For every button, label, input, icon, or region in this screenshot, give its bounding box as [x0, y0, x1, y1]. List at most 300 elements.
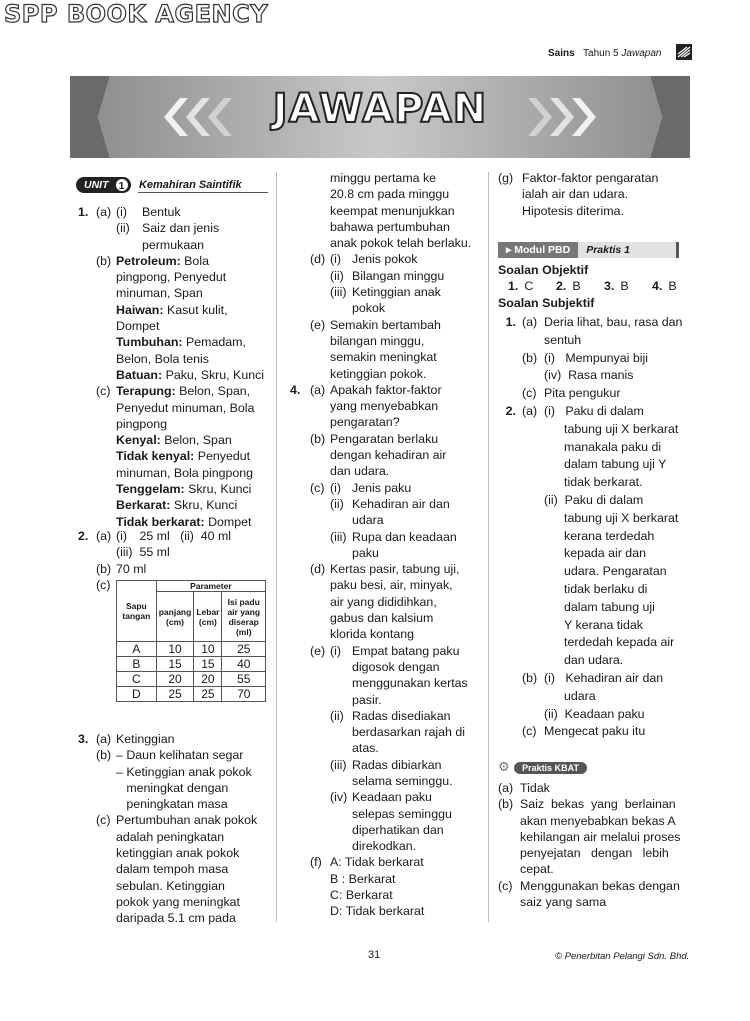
answer-text: dalam tempoh masa	[116, 862, 229, 877]
answer-text: pokok yang meningkat	[116, 894, 240, 909]
answer-line	[78, 204, 264, 220]
table-cell: 10	[194, 642, 222, 657]
answer-text: Faktor-faktor pengaratan	[522, 171, 659, 185]
answer-text: dengan kehadiran air	[330, 448, 447, 463]
header-section: Jawapan	[621, 48, 662, 59]
answer-text: Kertas pasir, tabung uji,	[330, 562, 460, 577]
objective-answer	[498, 278, 546, 294]
answer-line	[290, 692, 471, 708]
answer-line	[290, 838, 471, 854]
answer-text: udara. Pengaratan	[564, 564, 667, 579]
unit-number: 1	[115, 178, 129, 192]
part-label: (b)	[96, 748, 112, 763]
answer-text: pingpong	[116, 416, 167, 431]
answer-text: (ii) Paku di dalam	[544, 492, 644, 507]
subpart-label: (ii)	[116, 221, 130, 236]
q2-ii-value: 40 ml	[200, 529, 232, 543]
answer-line	[290, 170, 471, 186]
answer-line	[290, 447, 471, 463]
answer-text: pengaratan?	[330, 415, 400, 430]
answer-line	[78, 812, 257, 828]
answer-keyword: Tidak berkarat:	[116, 514, 205, 529]
q2-b-value: 70 ml	[116, 561, 147, 576]
answer-line	[78, 351, 264, 367]
answer-text: anak pokok telah berlaku.	[330, 236, 472, 251]
subpart-label: (i)	[330, 480, 342, 495]
header-subject: Sains	[548, 48, 575, 59]
answer-line	[78, 747, 257, 763]
table-row	[117, 642, 266, 657]
answer-line	[290, 300, 471, 316]
answer-line	[290, 708, 471, 724]
answer-text: (i) Paku di dalam	[544, 403, 644, 418]
answer-line	[78, 780, 257, 796]
answer-text: kerana terdedah	[564, 528, 655, 543]
objective-value: B	[620, 279, 629, 294]
answer-line	[78, 796, 257, 812]
answer-text: Belon, Span,	[175, 384, 251, 399]
answer-line	[498, 652, 682, 668]
praktis-kbat-heading	[498, 758, 587, 776]
question-number: 2.	[505, 403, 516, 418]
part-label: (d)	[310, 562, 326, 577]
unit-heading	[76, 175, 242, 193]
answer-text: Jenis paku	[352, 480, 412, 495]
answer-line	[498, 528, 682, 544]
answer-line	[290, 740, 471, 756]
answer-text: pasir.	[352, 692, 382, 707]
table-cell: 25	[156, 687, 194, 702]
answer-text: Jenis pokok	[352, 252, 418, 267]
answer-line	[290, 431, 471, 447]
answer-text: dalam tabung uji	[564, 599, 655, 614]
answer-text: pingpong, Penyedut	[116, 270, 227, 285]
kbat-badge	[514, 762, 587, 774]
kbat-tag: KBAT	[554, 763, 579, 773]
answer-text: air yang dididihkan,	[330, 594, 437, 609]
table-head-parameter: Parameter	[156, 581, 265, 592]
answer-text: Apakah faktor-faktor	[330, 382, 442, 397]
answer-text: Keadaan paku	[352, 790, 432, 805]
part-label: (a)	[310, 382, 326, 397]
objective-value: B	[572, 279, 581, 294]
part-label: (a)	[96, 732, 112, 746]
answer-line	[498, 688, 682, 704]
answer-text: bahawa pertumbuhan	[330, 219, 450, 234]
answer-line	[290, 675, 471, 691]
answer-text: udara	[352, 513, 384, 528]
answer-text: direkodkan.	[352, 839, 417, 854]
answer-text: Pemadam,	[182, 335, 246, 350]
part-label: (c)	[96, 813, 111, 828]
answer-line	[78, 253, 264, 269]
table-cell: 15	[194, 657, 222, 672]
answer-text: ialah air dan udara.	[522, 187, 629, 202]
subpart-label: (iii)	[330, 285, 347, 300]
page-number: 31	[368, 949, 381, 961]
answer-line	[290, 333, 471, 349]
answer-text: Mengecat paku itu	[544, 724, 646, 739]
objektif-title: Soalan Objektif	[498, 263, 589, 277]
part-label: (d)	[310, 252, 326, 267]
answer-text: klorida kontang	[330, 627, 415, 642]
answer-text: (iv) Rasa manis	[544, 368, 634, 383]
book-icon	[676, 44, 692, 60]
table-cell: 70	[222, 687, 266, 702]
answer-text: tidak berlaku di	[564, 581, 648, 596]
answer-text: Skru, Kunci	[170, 498, 238, 513]
answer-line	[78, 318, 264, 334]
answer-line	[498, 894, 680, 910]
q2-i-value: 25 ml	[139, 529, 170, 543]
answer-line	[290, 887, 471, 903]
q2-b-label: (b)	[96, 561, 112, 576]
answer-line	[290, 871, 471, 887]
q2-a-label: (a)	[96, 529, 112, 543]
answer-text: Saiz dan jenis	[142, 221, 220, 236]
answer-text: ketinggian pokok.	[330, 366, 427, 381]
parameter-table	[116, 580, 266, 702]
subpart-label: (iii)	[330, 529, 347, 544]
table-cell: C	[117, 672, 157, 687]
part-label: (c)	[310, 480, 325, 495]
part-label: (b)	[522, 350, 538, 365]
answer-text: B : Berkarat	[330, 871, 396, 886]
table-row	[117, 672, 266, 687]
answer-line	[290, 806, 471, 822]
answer-keyword: Tenggelam:	[116, 482, 185, 497]
answer-line	[290, 757, 471, 773]
answer-text: C: Berkarat	[330, 888, 393, 903]
part-label: (b)	[310, 431, 326, 446]
answer-line	[78, 910, 257, 926]
answer-text: Penyedut	[194, 449, 251, 464]
question-number: 1.	[78, 205, 89, 219]
column-divider	[488, 172, 489, 922]
answer-line	[498, 780, 680, 796]
answer-line	[498, 599, 682, 615]
answer-keyword: Terapung:	[116, 384, 176, 399]
answer-keyword: Batuan:	[116, 367, 163, 382]
answer-line	[290, 561, 471, 577]
answer-line	[78, 878, 257, 894]
answer-line	[290, 349, 471, 365]
subpart-label: (i)	[116, 205, 128, 219]
answer-text: paku	[352, 545, 379, 560]
answer-text: Belon, Span	[160, 433, 232, 448]
answer-line	[290, 398, 471, 414]
objective-value: B	[668, 279, 677, 294]
answers-column-2	[290, 170, 471, 920]
answer-text: Rupa dan keadaan	[352, 529, 457, 544]
table-cell: 25	[222, 642, 266, 657]
answer-text: Saiz bekas yang berlainan	[520, 797, 676, 812]
answer-text: Pita pengukur	[544, 386, 621, 401]
answer-text: sentuh	[544, 332, 582, 347]
answer-text: adalah peningkatan	[116, 829, 225, 844]
subpart-label: (iii)	[330, 757, 347, 772]
answer-line	[498, 492, 682, 508]
answer-text: (i) Mempunyai biji	[544, 350, 648, 365]
objective-answer	[594, 278, 642, 294]
answer-line	[290, 822, 471, 838]
answer-line	[498, 634, 682, 650]
answer-line	[498, 403, 682, 419]
answer-line	[290, 219, 471, 235]
answer-text: dalam tabung uji Y	[564, 457, 667, 472]
objective-number: 1.	[508, 279, 519, 294]
answer-text: Bilangan minggu	[352, 268, 445, 283]
part-label: (a)	[522, 315, 538, 329]
answer-text: manakala paku di	[564, 439, 662, 454]
part-label: (a)	[498, 781, 514, 795]
answer-text: Y kerana tidak	[564, 617, 643, 632]
answer-line	[290, 366, 471, 382]
objective-number: 2.	[556, 279, 567, 294]
answer-text: tabung uji X berkarat	[564, 510, 679, 525]
answer-text: keempat menunjukkan	[330, 203, 455, 218]
answer-text: saiz yang sama	[520, 895, 607, 910]
answer-text: ketinggian anak pokok	[116, 846, 240, 861]
answers-q3	[78, 731, 257, 927]
answer-text: Kehadiran air dan	[352, 496, 450, 511]
answer-text: diperhatikan dan	[352, 822, 444, 837]
answer-line	[498, 314, 682, 330]
answer-text: peningkatan masa	[116, 797, 228, 812]
unit-badge	[76, 177, 131, 193]
table-cell: D	[117, 687, 157, 702]
table-cell: B	[117, 657, 157, 672]
q2-number: 2.	[78, 529, 89, 543]
answers-column-3-top	[498, 170, 658, 219]
table-cell: 25	[194, 687, 222, 702]
part-label: (b)	[498, 797, 514, 812]
answer-keyword: Berkarat:	[116, 498, 171, 513]
answer-line	[78, 481, 264, 497]
answer-text: Radas disediakan	[352, 708, 451, 723]
answer-line	[290, 382, 471, 398]
part-label: (a)	[522, 403, 538, 418]
table-row	[117, 657, 266, 672]
answer-line	[498, 813, 680, 829]
answer-line	[498, 332, 682, 348]
answer-text: udara	[564, 688, 596, 703]
subjektif-title: Soalan Subjektif	[498, 295, 595, 310]
answer-line	[290, 724, 471, 740]
answer-text: (ii) Keadaan paku	[544, 706, 645, 721]
answer-text: penyejatan dengan lebih	[520, 846, 669, 861]
answer-line	[498, 829, 680, 845]
answer-text: Ketinggian	[116, 732, 175, 746]
answer-line	[290, 512, 471, 528]
column-divider	[276, 172, 277, 922]
answer-line	[290, 480, 471, 496]
answer-line	[290, 251, 471, 267]
answer-keyword: Kenyal:	[116, 433, 161, 448]
answer-keyword: Petroleum:	[116, 253, 181, 268]
answer-text: bilangan minggu,	[330, 333, 425, 348]
answer-line	[78, 829, 257, 845]
answer-line	[498, 581, 682, 597]
answer-text: yang menyebabkan	[330, 399, 439, 414]
answer-text: Hipotesis diterima.	[522, 203, 624, 218]
answer-line	[78, 302, 264, 318]
answer-text: Menggunakan bekas dengan	[520, 878, 680, 893]
objective-number: 3.	[604, 279, 615, 294]
answer-line	[78, 764, 257, 780]
objektif-answers	[498, 278, 690, 294]
answer-line	[498, 367, 682, 383]
answer-text: Paku, Skru, Kunci	[162, 367, 265, 382]
table-head-isi-padu: Isi padu air yang diserap (ml)	[222, 592, 266, 642]
praktis-label: Praktis 1	[578, 242, 679, 258]
subpart-label: (iv)	[330, 790, 348, 805]
soalan-objektif	[498, 262, 690, 311]
table-head-lebar: Lebar (cm)	[194, 592, 222, 642]
subpart-label: (ii)	[330, 268, 344, 283]
kbat-label: Praktis	[522, 763, 553, 773]
answer-line	[290, 496, 471, 512]
answers-q1	[78, 204, 264, 530]
subpart-label: (ii)	[330, 708, 344, 723]
answer-line	[498, 186, 658, 202]
answer-line	[498, 545, 682, 561]
answer-line	[78, 894, 257, 910]
answer-text: berdasarkan rajah di	[352, 725, 465, 740]
question-number: 3.	[78, 732, 89, 746]
answer-line	[78, 448, 264, 464]
answer-text: selama seminggu.	[352, 773, 453, 788]
answer-text: A: Tidak berkarat	[330, 855, 424, 870]
answer-text: minggu pertama ke	[330, 171, 437, 185]
answer-text: pokok	[352, 301, 386, 316]
answer-line	[290, 773, 471, 789]
answer-line	[498, 203, 658, 219]
answer-text: cepat.	[520, 862, 554, 877]
answer-text: D: Tidak berkarat	[330, 904, 425, 919]
answer-text: daripada 5.1 cm pada	[116, 911, 236, 926]
answer-line	[498, 456, 682, 472]
subpart-label: (i)	[330, 643, 342, 658]
answer-text: permukaan	[142, 237, 204, 252]
soalan-subjektif	[498, 314, 682, 741]
answer-line	[78, 400, 264, 416]
answer-text: semakin meningkat	[330, 350, 437, 365]
objective-value: C	[524, 279, 534, 294]
answer-line	[498, 474, 682, 490]
part-label: (g)	[498, 171, 514, 185]
answer-line	[498, 563, 682, 579]
answer-line	[78, 416, 264, 432]
answer-line	[78, 497, 264, 513]
answer-text: paku besi, air, minyak,	[330, 578, 453, 593]
answer-text: kepada air dan	[564, 546, 646, 561]
banner-title: JAWAPAN	[272, 86, 488, 132]
answer-line	[290, 626, 471, 642]
answer-text: (i) Kehadiran air dan	[544, 670, 664, 685]
answer-line	[290, 659, 471, 675]
answer-text: atas.	[352, 741, 379, 756]
table-cell: 55	[222, 672, 266, 687]
answer-text: dan udara.	[330, 464, 390, 479]
answer-line	[78, 861, 257, 877]
part-label: (c)	[522, 724, 537, 739]
part-label: (c)	[498, 878, 513, 893]
part-label: (b)	[522, 670, 538, 685]
answer-text: Empat batang paku	[352, 643, 460, 658]
q2-iii-value: 55 ml	[139, 545, 170, 560]
answer-line	[290, 529, 471, 545]
answer-line	[498, 421, 682, 437]
table-head-sapu-tangan: Sapu tangan	[117, 581, 157, 642]
answer-line	[498, 670, 682, 686]
answer-line	[498, 170, 658, 186]
unit-title: Kemahiran Saintifik	[138, 179, 242, 191]
watermark: SPP BOOK AGENCY	[4, 0, 269, 28]
header-level: Tahun 5	[583, 48, 619, 59]
answer-line	[78, 367, 264, 383]
answer-text: – Daun kelihatan segar	[116, 748, 244, 763]
answer-line	[78, 334, 264, 350]
answer-text: selepas seminggu	[352, 806, 452, 821]
answer-line	[290, 235, 471, 251]
objective-number: 4.	[652, 279, 663, 294]
answer-line	[78, 285, 264, 301]
part-label: (e)	[310, 643, 326, 658]
answer-text: Kasut kulit,	[163, 302, 228, 317]
answer-line	[290, 577, 471, 593]
answer-line	[498, 878, 680, 894]
running-header	[548, 48, 661, 59]
answer-keyword: Tidak kenyal:	[116, 449, 195, 464]
table-cell: 40	[222, 657, 266, 672]
modul-pbd-badge: ▸ Modul PBD	[498, 242, 578, 258]
table-cell: 10	[156, 642, 194, 657]
answer-line	[290, 463, 471, 479]
q2-c-label: (c)	[96, 577, 111, 592]
table-row	[117, 687, 266, 702]
answer-line	[290, 854, 471, 870]
answer-line	[78, 845, 257, 861]
answer-line	[78, 731, 257, 747]
question-number: 1.	[505, 315, 516, 329]
q2-ii-label: (ii)	[180, 529, 194, 543]
answer-text: – Ketinggian anak pokok	[116, 764, 252, 779]
part-label: (e)	[310, 317, 326, 332]
answer-line	[78, 220, 264, 236]
objective-answer	[642, 278, 690, 294]
answer-text: menggunakan kertas	[352, 676, 468, 691]
answer-text: Deria lihat, bau, rasa dan	[544, 315, 683, 329]
answer-line	[78, 432, 264, 448]
table-cell: 20	[156, 672, 194, 687]
unit-underline	[138, 192, 268, 193]
question-number: 4.	[290, 382, 301, 397]
answer-line	[290, 186, 471, 202]
objective-answer	[546, 278, 594, 294]
answer-line	[290, 414, 471, 430]
answer-line	[290, 545, 471, 561]
answer-text: terdedah kepada air	[564, 635, 675, 650]
answer-text: Ketinggian anak	[352, 285, 441, 300]
answer-keyword: Haiwan:	[116, 302, 164, 317]
gear-icon: ⚙	[498, 759, 510, 774]
answer-text: Tidak	[520, 781, 550, 795]
answer-text: kehilangan air melalui proses	[520, 829, 681, 844]
answer-text: tabung uji X berkarat	[564, 421, 679, 436]
modul-pbd-heading	[498, 240, 679, 258]
subpart-label: (i)	[330, 252, 342, 267]
